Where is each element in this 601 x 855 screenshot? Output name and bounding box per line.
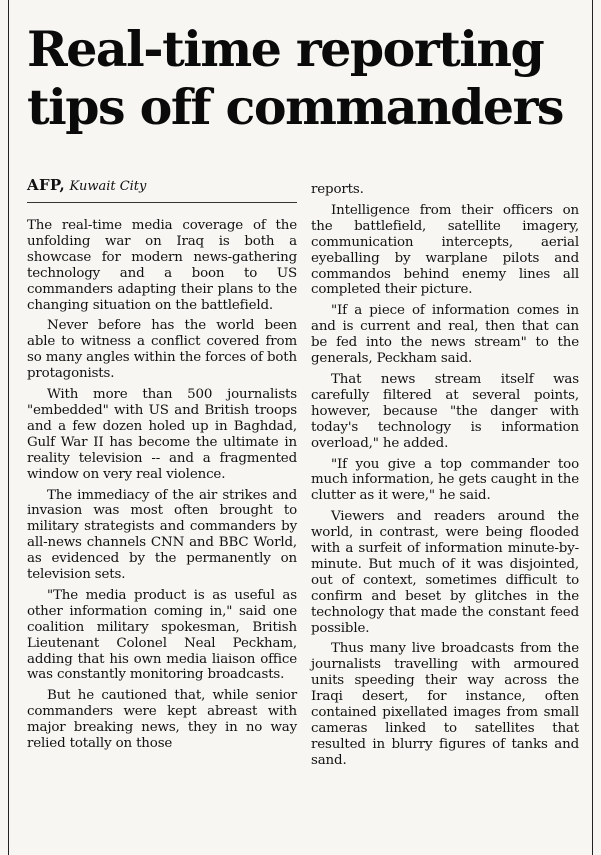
paragraph: But he cautioned that, while senior commanders were kept abreast with major breaking news, they in no way relied totally on those (27, 688, 297, 752)
paragraph: Never before has the world been able to witness a conflict covered from so many angles within the forces of both protagonists. (27, 318, 297, 382)
paragraph: With more than 500 journalists "embedded" with US and British troops and a few dozen holed up in Baghdad, Gulf War II has become the ultimate in reality television -- and a fragmented window on very real violence. (27, 387, 297, 482)
right-column (311, 182, 579, 774)
headline-line-2: tips off commanders (27, 78, 563, 136)
headline (27, 20, 592, 136)
byline-dateline: Kuwait City (69, 179, 147, 194)
paragraph: Thus many live broadcasts from the journalists travelling with armoured units speeding their way across the Iraqi desert, for instance, often contained pixellated images from small cameras linked to satellites that resulted in blurry figures of tanks and sand. (311, 641, 579, 768)
paragraph: Viewers and readers around the world, in contrast, were being flooded with a surfeit of information minute-by-minute. But much of it was disjointed, out of context, sometimes difficult to confirm and beset by glitches in the technology that made the constant feed possible. (311, 509, 579, 636)
paragraph: That news stream itself was carefully filtered at several points, however, because "the danger with today's technology is information overload," he added. (311, 371, 579, 451)
headline-line-1: Real-time reporting (27, 20, 544, 78)
paragraph: Intelligence from their officers on the battlefield, satellite imagery, communication intercepts, aerial eyeballing by warplane pilots and commandos behind enemy lines all completed their picture. (311, 202, 579, 298)
paragraph-continuation: reports. (311, 182, 364, 197)
paragraph: The immediacy of the air strikes and invasion was most often brought to military strategists and commanders by all-news channels CNN and BBC World, as evidenced by the permanently on television sets. (27, 487, 297, 583)
paragraph: "If a piece of information comes in and is current and real, then that can be fed into the news stream" to the generals, Peckham said. (311, 303, 579, 367)
byline (27, 176, 297, 203)
byline-agency: AFP, (27, 176, 66, 194)
left-column (27, 218, 297, 757)
paragraph: "The media product is as useful as other information coming in," said one coalition military spokesman, British Lieutenant Colonel Neal Peckham, adding that his own media liaison office was constantly monitoring broadcasts. (27, 587, 297, 683)
paragraph: "If you give a top commander too much information, he gets caught in the clutter as it were," he said. (311, 456, 579, 504)
paragraph: The real-time media coverage of the unfolding war on Iraq is both a showcase for modern news-gathering technology and a boon to US commanders adapting their plans to the changing situation on the battlefield. (27, 218, 297, 313)
